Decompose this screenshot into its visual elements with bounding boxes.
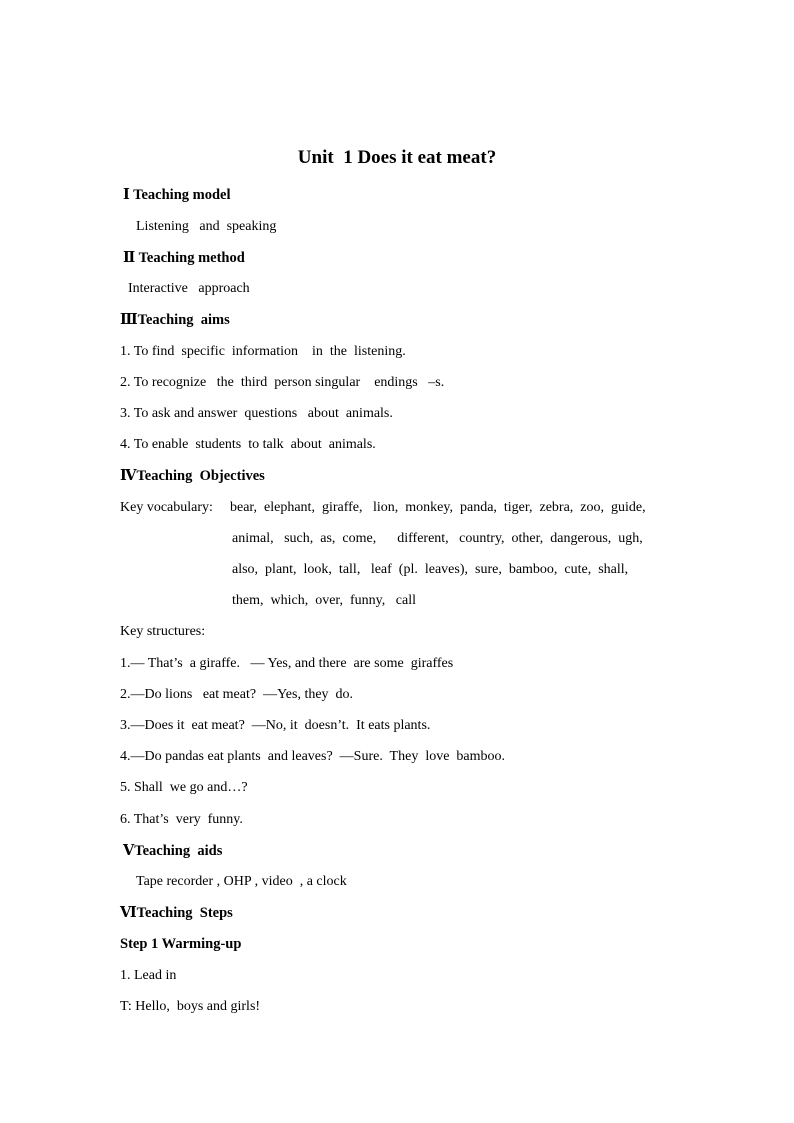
aim-item-1: 1. To find specific information in the listening. (120, 344, 406, 359)
key-structures-label: Key structures: (120, 624, 206, 639)
step-1-item-1: 1. Lead in (120, 968, 177, 983)
key-vocabulary-label: Key vocabulary: (120, 500, 213, 515)
section-heading-teaching-model: Ⅰ Teaching model (123, 187, 231, 203)
vocab-line-4: them, which, over, funny, call (232, 593, 416, 608)
structure-item-5: 5. Shall we go and…? (120, 780, 248, 795)
structure-item-6: 6. That’s very funny. (120, 812, 243, 827)
step-1-heading: Step 1 Warming-up (120, 936, 242, 952)
page-title: Unit 1 Does it eat meat? (297, 147, 497, 168)
aim-item-4: 4. To enable students to talk about animals. (120, 437, 376, 452)
structure-item-4: 4.—Do pandas eat plants and leaves? —Sure. They love bamboo. (120, 749, 506, 764)
section-heading-teaching-method: Ⅱ Teaching method (123, 250, 245, 266)
section-heading-teaching-aims: ⅢTeaching aims (120, 312, 230, 328)
section-heading-teaching-objectives: ⅣTeaching Objectives (120, 468, 265, 484)
section-heading-teaching-aids: ⅤTeaching aids (123, 843, 223, 859)
aim-item-3: 3. To ask and answer questions about animals. (120, 406, 393, 421)
teaching-aids-content: Tape recorder , OHP , video , a clock (136, 874, 347, 889)
vocab-line-1: bear, elephant, giraffe, lion, monkey, panda, tiger, zebra, zoo, guide, (230, 500, 646, 515)
structure-item-3: 3.—Does it eat meat? —No, it doesn’t. It eats plants. (120, 718, 431, 733)
teaching-model-content: Listening and speaking (136, 219, 277, 234)
vocab-line-3: also, plant, look, tall, leaf (pl. leaves), sure, bamboo, cute, shall, (232, 562, 629, 577)
section-heading-teaching-steps: ⅥTeaching Steps (120, 905, 233, 921)
aim-item-2: 2. To recognize the third person singular endings –s. (120, 375, 445, 390)
vocab-line-2: animal, such, as, come, different, country, other, dangerous, ugh, (232, 531, 643, 546)
step-1-item-2: T: Hello, boys and girls! (120, 999, 261, 1014)
teaching-method-content: Interactive approach (128, 281, 250, 296)
structure-item-1: 1.— That’s a giraffe. — Yes, and there are some giraffes (120, 656, 454, 671)
structure-item-2: 2.—Do lions eat meat? —Yes, they do. (120, 687, 354, 702)
